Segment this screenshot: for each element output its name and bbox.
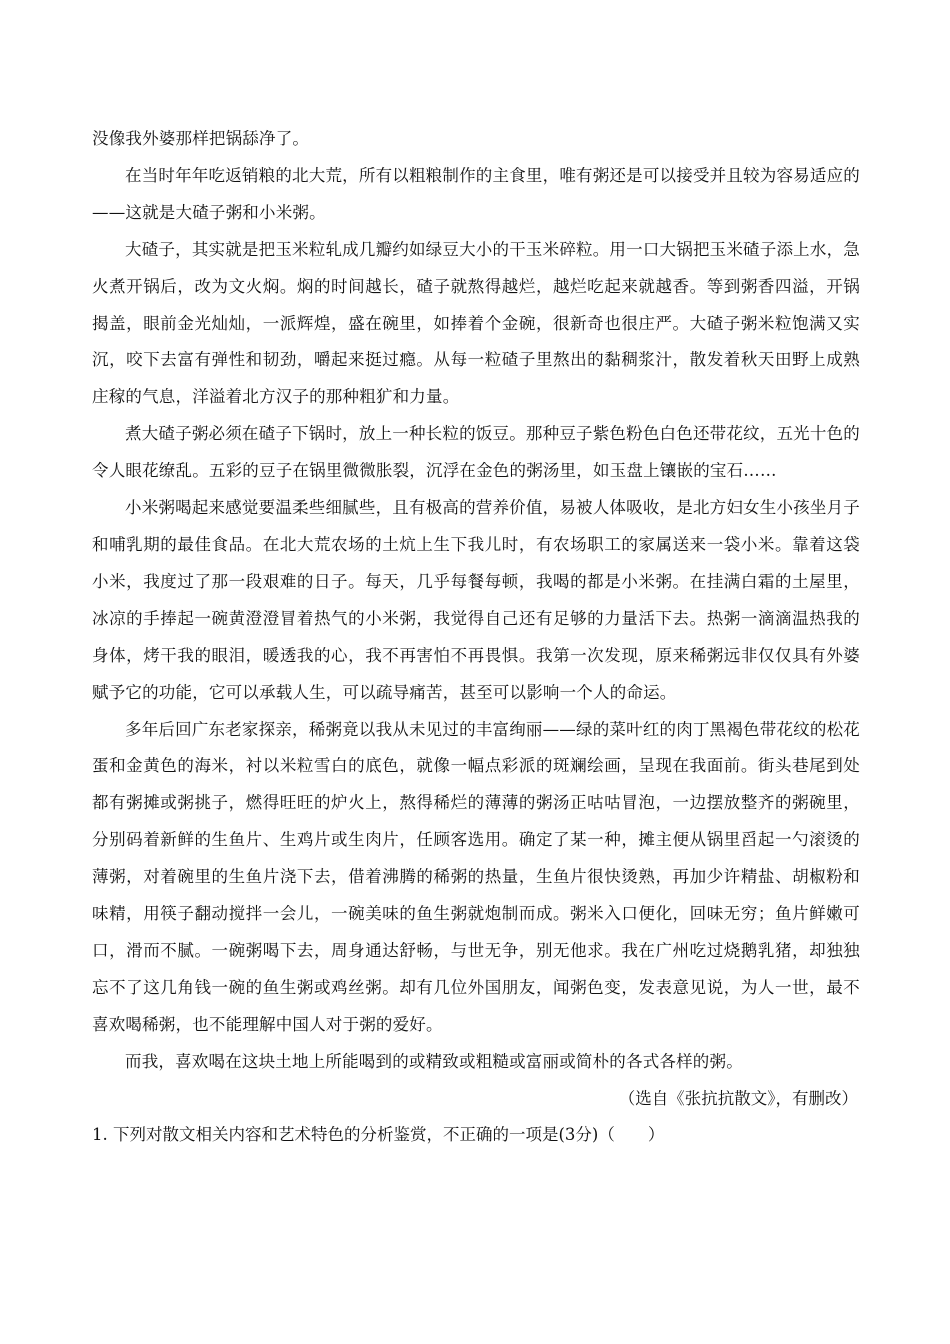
article-paragraph: 而我，喜欢喝在这块土地上所能喝到的或精致或粗糙或富丽或简朴的各式各样的粥。 [125,1051,743,1071]
question-1-stem: 1. 下列对散文相关内容和艺术特色的分析鉴赏，不正确的一项是(3分)（ ） [92,1125,665,1145]
document-page [92,121,860,1154]
article-paragraph: 大碴子，其实就是把玉米粒轧成几瓣约如绿豆大小的干玉米碎粒。用一口大锅把玉米碴子添上水，急火煮开锅后，改为文火焖。焖的时间越长，碴子就熬得越烂，越烂吃起来就越香。等到粥香四溢，开锅揭盖，眼前金光灿灿，一派辉煌，盛在碗里，如捧着个金碗，很新奇也很庄严。大碴子粥米粒饱满又实沉，咬下去富有弹性和韧劲，嚼起来挺过瘾。从每一粒碴子里熬出的黏稠浆汁，散发着秋天田野上成熟庄稼的气息，洋溢着北方汉子的那种粗犷和力量。 [92,239,860,407]
article-source-citation: （选自《张抗抗散文》，有删改） [618,1088,858,1108]
article-paragraph: 煮大碴子粥必须在碴子下锅时，放上一种长粒的饭豆。那种豆子紫色粉色白色还带花纹，五光十色的令人眼花缭乱。五彩的豆子在锅里微微胀裂，沉浮在金色的粥汤里，如玉盘上镶嵌的宝石…… [92,424,860,481]
article-paragraph: 多年后回广东老家探亲，稀粥竟以我从未见过的丰富绚丽——绿的菜叶红的肉丁黑褐色带花纹的松花蛋和金黄色的海米，衬以米粒雪白的底色，就像一幅点彩派的斑斓绘画，呈现在我面前。街头巷尾到处都有粥摊或粥挑子，燃得旺旺的炉火上，熬得稀烂的薄薄的粥汤正咕咕冒泡，一边摆放整齐的粥碗里，分别码着新鲜的生鱼片、生鸡片或生肉片，任顾客选用。确定了某一种，摊主便从锅里舀起一勺滚烫的薄粥，对着碗里的生鱼片浇下去，借着沸腾的稀粥的热量，生鱼片很快烫熟，再加少许精盐、胡椒粉和味精，用筷子翻动搅拌一会儿，一碗美味的鱼生粥就炮制而成。粥米入口便化，回味无穷；鱼片鲜嫩可口，滑而不腻。一碗粥喝下去，周身通达舒畅，与世无争，别无他求。我在广州吃过烧鹅乳猪，却独独忘不了这几角钱一碗的鱼生粥或鸡丝粥。却有几位外国朋友，闻粥色变，发表意见说，为人一世，最不喜欢喝稀粥，也不能理解中国人对于粥的爱好。 [92,719,860,1034]
article-paragraph: 小米粥喝起来感觉要温柔些细腻些，且有极高的营养价值，易被人体吸收，是北方妇女生小孩坐月子和哺乳期的最佳食品。在北大荒农场的土炕上生下我儿时，有农场职工的家属送来一袋小米。靠着这袋小米，我度过了那一段艰难的日子。每天，几乎每餐每顿，我喝的都是小米粥。在挂满白霜的土屋里，冰凉的手捧起一碗黄澄澄冒着热气的小米粥，我觉得自己还有足够的力量活下去。热粥一滴滴温热我的身体，烤干我的眼泪，暖透我的心，我不再害怕不再畏惧。我第一次发现，原来稀粥远非仅仅具有外婆赋予它的功能，它可以承载人生，可以疏导痛苦，甚至可以影响一个人的命运。 [92,498,860,702]
article-paragraph: 在当时年年吃返销粮的北大荒，所有以粗粮制作的主食里，唯有粥还是可以接受并且较为容易适应的——这就是大碴子粥和小米粥。 [92,165,860,222]
article-paragraph-continued: 没像我外婆那样把锅舔净了。 [92,129,310,148]
